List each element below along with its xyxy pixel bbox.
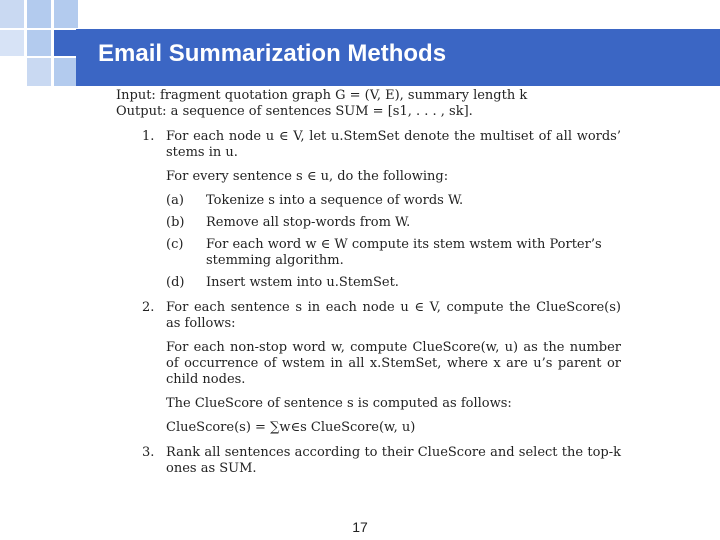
algorithm-io	[116, 88, 621, 120]
step-1	[116, 129, 621, 291]
sub-step-label: (a)	[166, 193, 184, 208]
sub-step-text: For each word w ∈ W compute its stem wstem with Porter’s stemming algorithm.	[206, 237, 602, 268]
sub-step	[166, 193, 621, 209]
decor-square	[27, 30, 51, 56]
slide-title: Email Summarization Methods	[98, 40, 447, 67]
sub-step-label: (c)	[166, 237, 184, 252]
sub-step	[166, 275, 621, 291]
step-2	[116, 300, 621, 436]
step-number: 2.	[142, 300, 155, 315]
sub-step-label: (b)	[166, 215, 185, 230]
step-2-intro: For each sentence s in each node u ∈ V, compute the ClueScore(s) as follows:	[166, 300, 621, 331]
slide-header	[0, 0, 720, 86]
sub-step-text: Remove all stop-words from W.	[206, 215, 411, 230]
cluescore-formula: ClueScore(s) = ∑w∈s ClueScore(w, u)	[166, 420, 416, 435]
decor-square	[54, 58, 78, 86]
decor-square	[54, 0, 78, 28]
decor-square	[27, 0, 51, 28]
decor-square	[54, 30, 78, 56]
step-number: 1.	[142, 129, 155, 144]
algorithm-box	[116, 88, 621, 485]
algorithm-input: Input: fragment quotation graph G = (V, E), summary length k	[116, 88, 528, 103]
step-3-text: Rank all sentences according to their ClueScore and select the top-k ones as SUM.	[166, 445, 621, 476]
step-2-detail: For each non-stop word w, compute ClueScore(w, u) as the number of occurrence of wstem in all x.StemSet, where x are u’s parent or child nodes.	[166, 340, 621, 387]
decor-square	[0, 30, 24, 56]
sub-step-text: Insert wstem into u.StemSet.	[206, 275, 399, 290]
sub-step-text: Tokenize s into a sequence of words W.	[206, 193, 464, 208]
sub-step	[166, 237, 621, 269]
sub-step	[166, 215, 621, 231]
step-3	[116, 445, 621, 477]
page-number: 17	[352, 519, 368, 535]
sub-step-label: (d)	[166, 275, 185, 290]
step-1-intro: For each node u ∈ V, let u.StemSet denote the multiset of all words’ stems in u.	[166, 129, 621, 160]
decor-square	[27, 58, 51, 86]
algorithm-output: Output: a sequence of sentences SUM = [s1, . . . , sk].	[116, 104, 473, 119]
step-1-loop: For every sentence s ∈ u, do the following:	[166, 169, 449, 184]
step-2-computed: The ClueScore of sentence s is computed as follows:	[166, 396, 512, 411]
decor-square	[0, 0, 24, 28]
step-number: 3.	[142, 445, 155, 460]
